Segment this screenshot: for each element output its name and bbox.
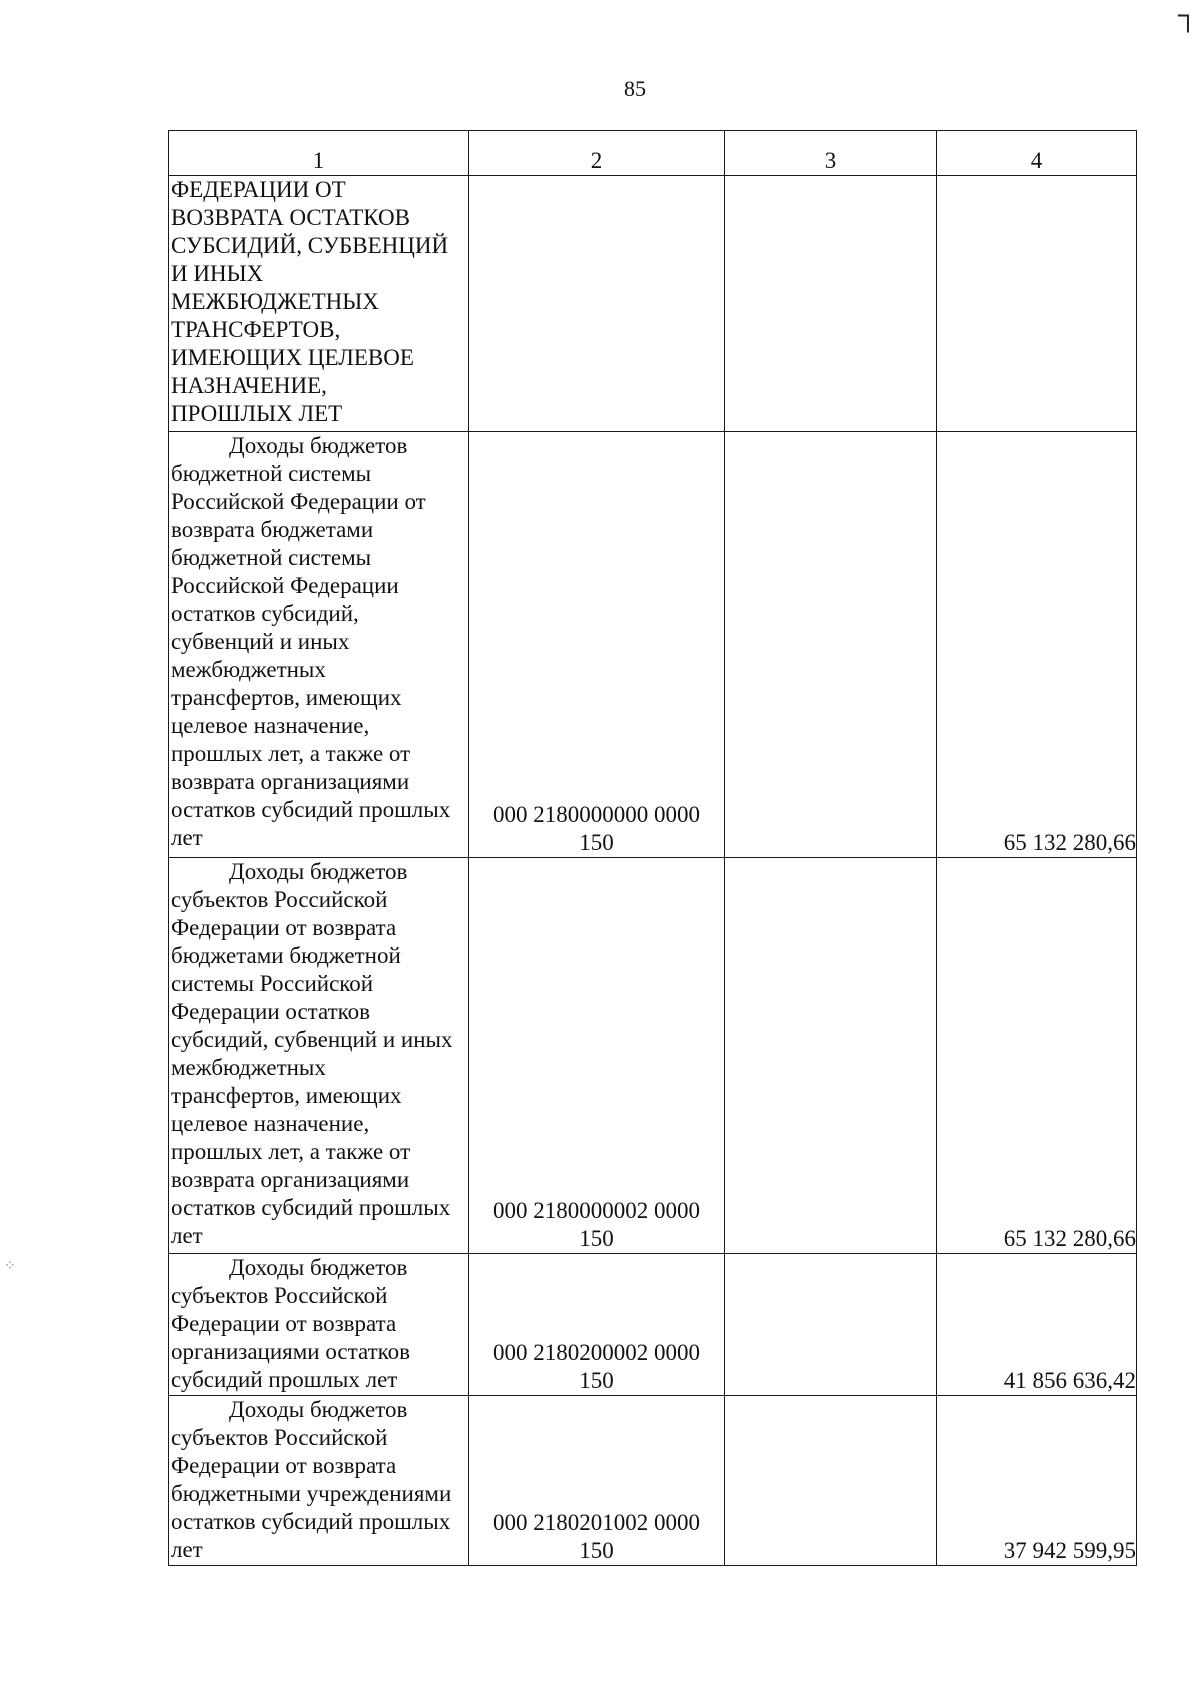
table-row: [169, 858, 1137, 1254]
column-header-2: 2: [469, 131, 725, 176]
row-col3: [725, 176, 937, 432]
row-amount: 65 132 280,66: [937, 432, 1137, 858]
table-row: [169, 1254, 1137, 1396]
budget-table: [168, 130, 1137, 1566]
row-col3: [725, 1254, 937, 1396]
row-amount: [937, 176, 1137, 432]
scan-noise: ⁘: [4, 1259, 16, 1274]
row-amount: 41 856 636,42: [937, 1254, 1137, 1396]
column-header-3: 3: [725, 131, 937, 176]
row-code: 000 2180201002 0000 150: [469, 1396, 725, 1566]
table-row: [169, 1396, 1137, 1566]
row-code: 000 2180000002 0000 150: [469, 858, 725, 1254]
row-name: ФЕДЕРАЦИИ ОТ ВОЗВРАТА ОСТАТКОВ СУБСИДИЙ, СУБВЕНЦИЙ И ИНЫХ МЕЖБЮДЖЕТНЫХ ТРАНСФЕРТОВ, ИМЕЮЩИХ ЦЕЛЕВОЕ НАЗНАЧЕНИЕ, ПРОШЛЫХ ЛЕТ: [169, 176, 469, 432]
column-header-4: 4: [937, 131, 1137, 176]
row-amount: 65 132 280,66: [937, 858, 1137, 1254]
row-col3: [725, 432, 937, 858]
row-col3: [725, 1396, 937, 1566]
table-row: [169, 432, 1137, 858]
row-name: Доходы бюджетов субъектов Российской Федерации от возврата бюджетами бюджетной системы Российской Федерации остатков субсидий, субвенций и иных межбюджетных трансфертов, имеющих целевое назначение, прошлых лет, а также от возврата организациями остатков субсидий прошлых лет: [169, 858, 469, 1254]
page-number: 85: [624, 76, 646, 101]
table-header-row: [169, 131, 1137, 176]
table-row: [169, 176, 1137, 432]
row-code: 000 2180200002 0000 150: [469, 1254, 725, 1396]
scan-mark: ┐: [1178, 0, 1198, 31]
column-header-1: 1: [169, 131, 469, 176]
row-name: Доходы бюджетов субъектов Российской Федерации от возврата организациями остатков субсидий прошлых лет: [169, 1254, 469, 1396]
row-code: 000 2180000000 0000 150: [469, 432, 725, 858]
row-col3: [725, 858, 937, 1254]
row-name: Доходы бюджетов бюджетной системы Российской Федерации от возврата бюджетами бюджетной системы Российской Федерации остатков субсидий, субвенций и иных межбюджетных трансфертов, имеющих целевое назначение, прошлых лет, а также от возврата организациями остатков субсидий прошлых лет: [169, 432, 469, 858]
row-amount: 37 942 599,95: [937, 1396, 1137, 1566]
row-code: [469, 176, 725, 432]
row-name: Доходы бюджетов субъектов Российской Федерации от возврата бюджетными учреждениями остатков субсидий прошлых лет: [169, 1396, 469, 1566]
